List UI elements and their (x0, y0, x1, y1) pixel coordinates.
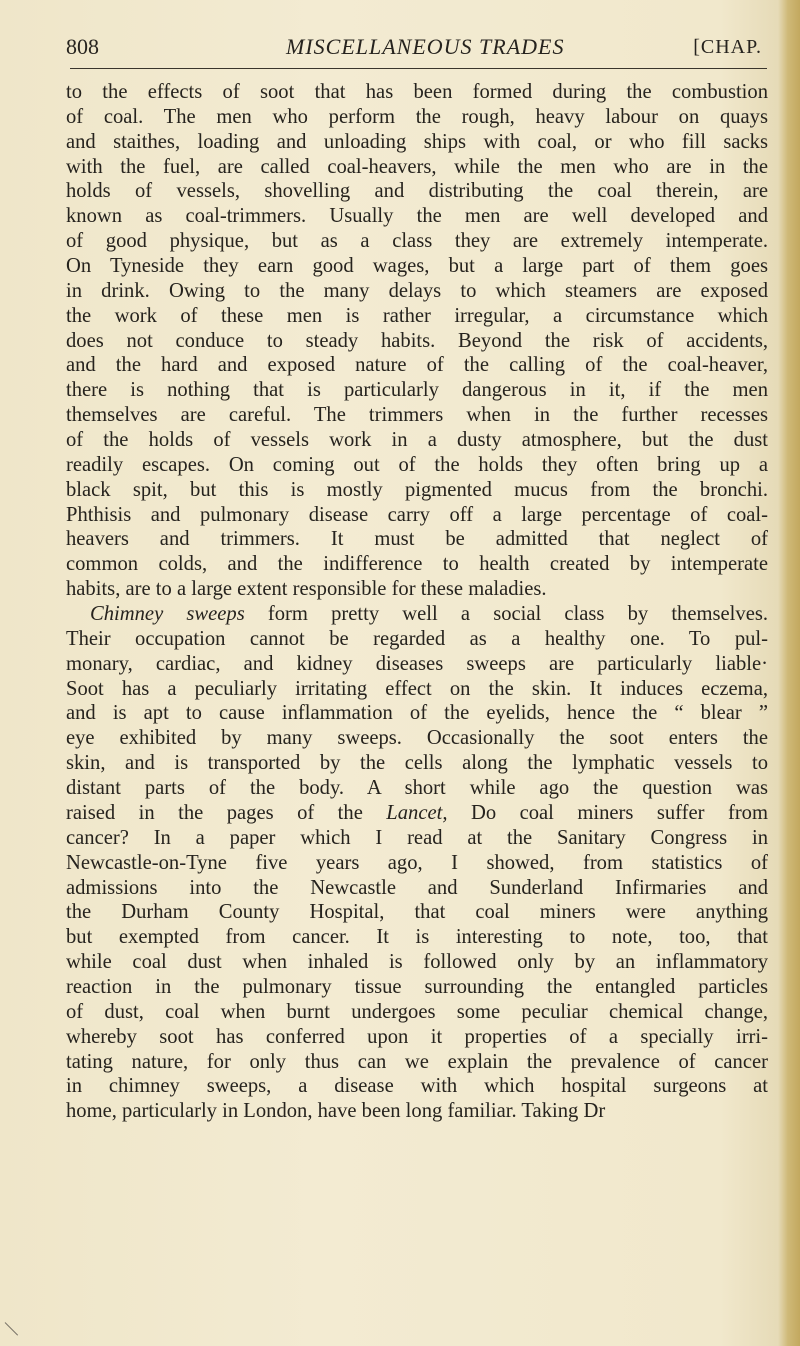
page-edge (778, 0, 800, 1346)
text-line: to the effects of soot that has been formed during the combustion (66, 81, 768, 103)
text-span: form pretty well a social class by themselves. (244, 603, 768, 626)
text-line: holds of vessels, shovelling and distributing the coal therein, are (66, 180, 768, 203)
text-line: home, particularly in London, have been long familiar. Taking Dr (66, 1100, 606, 1123)
text-line: themselves are careful. The trimmers when in the further recesses (66, 404, 768, 427)
text-line: Newcastle-on-Tyne five years ago, I showed, from statistics of (66, 851, 768, 874)
text-line: and is apt to cause inflammation of the eyelids, hence the “ blear ” (66, 702, 768, 725)
text-line: reaction in the pulmonary tissue surrounding the entangled particles (66, 975, 768, 998)
text-line: while coal dust when inhaled is followed only by an inflammatory (66, 951, 768, 974)
corner-mark (5, 1322, 18, 1335)
text-line: of the holds of vessels work in a dusty atmosphere, but the dust (66, 429, 768, 452)
text-line: but exempted from cancer. It is interesting to note, too, that (66, 926, 768, 949)
text-line: known as coal-trimmers. Usually the men are well developed and (66, 205, 768, 228)
italic-journal: Lancet, (386, 801, 448, 824)
text-line: and the hard and exposed nature of the calling of the coal-heaver, (66, 354, 768, 377)
running-header (66, 30, 768, 64)
lancet-line (66, 801, 768, 826)
italic-term: Chimney sweeps (90, 603, 245, 626)
text-line: there is nothing that is particularly dangerous in it, if the men (66, 379, 768, 402)
text-line: admissions into the Newcastle and Sunderland Infirmaries and (66, 876, 768, 899)
body-text (66, 80, 768, 1124)
text-line: monary, cardiac, and kidney diseases sweeps are particularly liable· (66, 652, 768, 675)
text-line: in drink. Owing to the many delays to which steamers are exposed (66, 279, 768, 302)
text-line: does not conduce to steady habits. Beyond the risk of accidents, (66, 329, 768, 352)
text-line: the Durham County Hospital, that coal miners were anything (66, 901, 768, 924)
text-line: of good physique, but as a class they are extremely intemperate. (66, 230, 768, 253)
header-rule (70, 68, 767, 69)
text-line: heavers and trimmers. It must be admitted that neglect of (66, 528, 768, 551)
text-line: common colds, and the indifference to health created by intemperate (66, 553, 768, 576)
text-line: and staithes, loading and unloading ships with coal, or who fill sacks (66, 130, 768, 153)
text-line: distant parts of the body. A short while ago the question was (66, 777, 768, 800)
text-span: raised in the pages of the (66, 801, 387, 824)
text-line: black spit, but this is mostly pigmented mucus from the bronchi. (66, 478, 768, 501)
text-line: skin, and is transported by the cells along the lymphatic vessels to (66, 752, 768, 775)
text-line: Their occupation cannot be regarded as a healthy one. To pul- (66, 627, 768, 650)
text-line: habits, are to a large extent responsible for these maladies. (66, 578, 547, 601)
text-line: cancer? In a paper which I read at the Sanitary Congress in (66, 826, 768, 849)
text-line: in chimney sweeps, a disease with which hospital surgeons at (66, 1075, 768, 1098)
text-line: readily escapes. On coming out of the holds they often bring up a (66, 453, 768, 476)
paragraph-start-line (66, 602, 768, 627)
chapter-marker: [CHAP. (693, 36, 762, 58)
text-line: On Tyneside they earn good wages, but a large part of them goes (66, 255, 768, 278)
text-line: whereby soot has conferred upon it properties of a specially irri- (66, 1025, 768, 1048)
text-line: of dust, coal when burnt undergoes some peculiar chemical change, (66, 1000, 768, 1023)
text-line: tating nature, for only thus can we explain the prevalence of cancer (66, 1050, 768, 1073)
text-line: of coal. The men who perform the rough, heavy labour on quays (66, 105, 768, 128)
page-number: 808 (66, 34, 99, 59)
text-span: Do coal miners suffer from (447, 801, 768, 824)
text-line: Phthisis and pulmonary disease carry off a large percentage of coal- (66, 503, 768, 526)
text-line: with the fuel, are called coal-heavers, while the men who are in the (66, 155, 768, 178)
text-line: Soot has a peculiarly irritating effect on the skin. It induces eczema, (66, 677, 768, 700)
text-line: eye exhibited by many sweeps. Occasionally the soot enters the (66, 727, 768, 750)
running-title: MISCELLANEOUS TRADES (286, 34, 565, 59)
text-line: the work of these men is rather irregular, a circumstance which (66, 304, 768, 327)
